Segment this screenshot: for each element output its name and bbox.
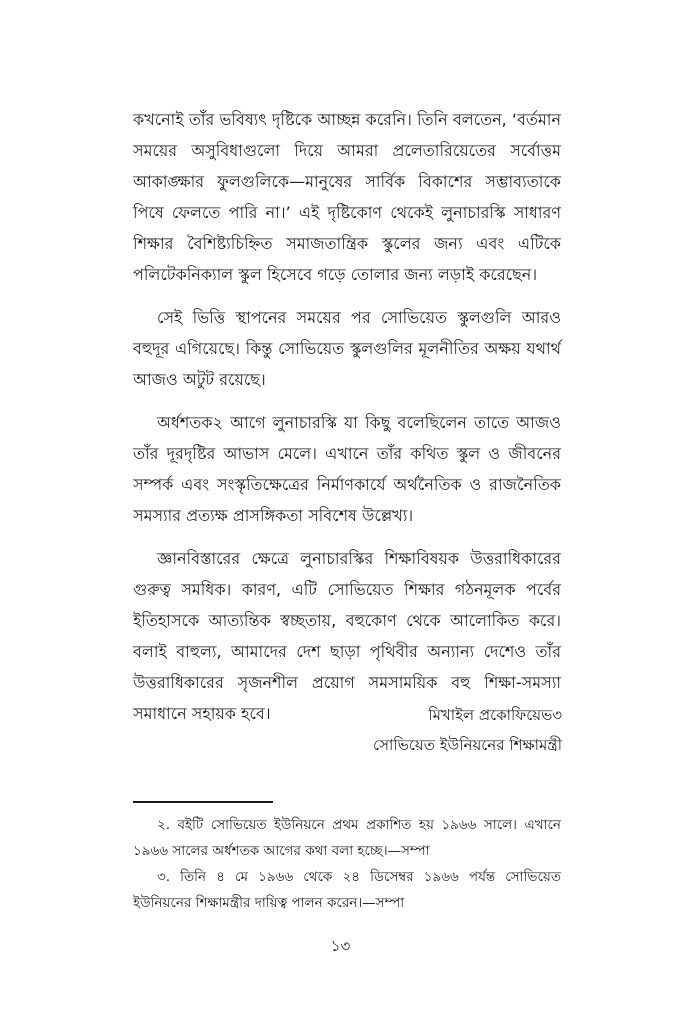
body-text xyxy=(133,104,561,741)
footnote-2: ২. বইটি সোভিয়েত ইউনিয়নে প্রথম প্রকাশিত হয় ১৯৬৬ সালে। এখানে ১৯৬৬ সালের অর্ধশতক আগের কথা বলা হচ্ছে।—সম্পা xyxy=(133,817,561,859)
signature-block xyxy=(373,700,562,760)
paragraph-4: জ্ঞানবিস্তারের ক্ষেত্রে লুনাচারস্কির শিক্ষাবিষয়ক উত্তরাধিকারের গুরুত্ব সমধিক। কারণ, এটি সোভিয়েত শিক্ষার গঠনমূলক পর্বের ইতিহাসকে আত্যন্তিক স্বচ্ছতায়, বহুকোণ থেকে আলোকিত করে। বলাই বাহুল্য, আমাদের দেশ ছাড়া পৃথিবীর অন্যান্য দেশেও তাঁর উত্তরাধিকারের সৃজনশীল প্রয়োগ সমসাময়িক বহু শিক্ষা-সমস্যা সমাধানে সহায়ক হবে। xyxy=(133,549,561,723)
footnote-divider xyxy=(133,801,273,803)
paragraph-2: সেই ভিত্তি স্থাপনের সময়ের পর সোভিয়েত স্কুলগুলি আরও বহুদূর এগিয়েছে। কিন্তু সোভিয়েত স্কুলগুলির মূলনীতির অক্ষয় যথার্থ আজও অটুট রয়েছে। xyxy=(133,308,561,389)
paragraph-1: কখনোই তাঁর ভবিষ্যৎ দৃষ্টিকে আচ্ছন্ন করেনি। তিনি বলতেন, ‘বর্তমান সময়ের অসুবিধাগুলো দিয়ে আমরা প্রলেতারিয়েতের সর্বোত্তম আকাঙ্ক্ষার ফুলগুলিকে—মানুষের সার্বিক বিকাশের সম্ভাব্যতাকে পিষে ফেলতে পারি না।’ এই দৃষ্টিকোণ থেকেই লুনাচারস্কি সাধারণ শিক্ষার বৈশিষ্ট্যচিহ্নিত সমাজতান্ত্রিক স্কুলের জন্য এবং এটিকে পলিটেকনিক্যাল স্কুল হিসেবে গড়ে তোলার জন্য লড়াই করেছেন। xyxy=(133,110,561,284)
signature-title: সোভিয়েত ইউনিয়নের শিক্ষামন্ত্রী xyxy=(373,736,562,754)
paragraph-3: অর্ধশতক২ আগে লুনাচারস্কি যা কিছু বলেছিলেন তাতে আজও তাঁর দূরদৃষ্টির আভাস মেলে। এখানে তাঁর কথিত স্কুল ও জীবনের সম্পর্ক এবং সংস্কৃতিক্ষেত্রের নির্মাণকার্যে অর্থনৈতিক ও রাজনৈতিক সমস্যার প্রত্যক্ষ প্রাসঙ্গিকতা সবিশেষ উল্লেখ্য। xyxy=(133,413,561,525)
footnote-3: ৩. তিনি ৪ মে ১৯৬৬ থেকে ২৪ ডিসেম্বর ১৯৬৬ পর্যন্ত সোভিয়েত ইউনিয়নের শিক্ষামন্ত্রীর দায়িত্ব পালন করেন।—সম্পা xyxy=(133,869,561,911)
page-number: ১৩ xyxy=(330,937,351,955)
footnotes xyxy=(133,812,561,916)
signature-name: মিখাইল প্রকোফিয়েভ৩ xyxy=(428,706,562,724)
